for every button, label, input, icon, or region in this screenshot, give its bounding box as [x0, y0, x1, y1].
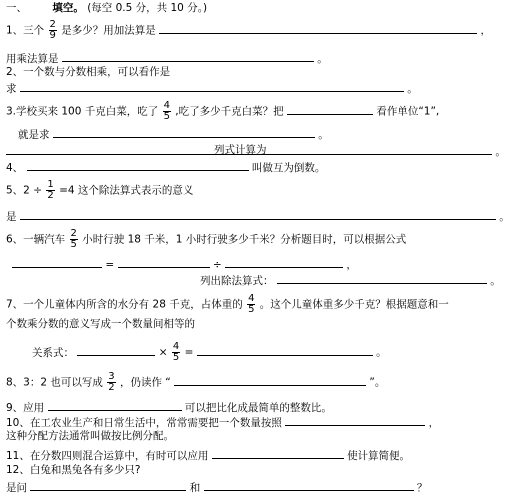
fraction: $\frac{4}{5}$: [163, 100, 170, 122]
q1-text-a: 1、三个: [6, 24, 45, 37]
question-1-line-1: 1、三个 $\frac{2}{9}$ 是多少？用加法算是 ，: [6, 19, 491, 41]
q2-blank[interactable]: [20, 81, 404, 92]
question-4: 4、 叫做互为倒数。: [6, 162, 326, 174]
question-6-line-1: 6、一辆汽车 $\frac{2}{5}$ 小时行驶 18 千米，1 小时行驶多少千米？分析题目时，可以根据公式: [6, 228, 407, 250]
q6-blank-2[interactable]: [118, 257, 210, 268]
question-3-line-1: 3.学校买来 100 千克白菜，吃了 $\frac{4}{5}$ ,吃了多少千克白菜？把 看作单位“1”,: [6, 100, 440, 122]
section-title: 填空。: [52, 2, 84, 14]
section-note: (每空 0.5 分，共 10 分。): [87, 2, 208, 14]
question-10-line-2: 这种分配方法通常叫做按比例分配。: [6, 430, 174, 442]
question-5-line-1: 5、2 ÷ $\frac{1}{2}$ =4 这个除法算式表示的意义: [6, 179, 194, 201]
fraction: $\frac{3}{2}$: [108, 371, 115, 393]
q1-blank-2[interactable]: [62, 51, 314, 62]
q9-blank[interactable]: [48, 400, 182, 411]
q12-blank-2[interactable]: [204, 480, 414, 491]
question-11: 11、在分数四则混合运算中，有时可以应用 使计算简便。: [6, 450, 411, 462]
question-9: 9、应用 可以把比化成最简单的整数比。: [6, 402, 332, 414]
fraction: $\frac{4}{5}$: [248, 293, 255, 315]
q3-blank-2[interactable]: [53, 127, 315, 138]
q6-blank-3[interactable]: [225, 257, 343, 268]
q1-blank-1[interactable]: [159, 23, 477, 34]
fraction: $\frac{2}{5}$: [70, 228, 77, 250]
question-2-line-2: 求 。: [6, 83, 418, 95]
question-3-line-3: 列式计算为: [214, 144, 267, 156]
fraction: $\frac{1}{2}$: [47, 179, 54, 201]
q12-blank-1[interactable]: [30, 480, 186, 491]
q6-blank-1[interactable]: [12, 257, 102, 268]
q5-blank[interactable]: [20, 209, 496, 220]
q1-text-d: 用乘法算是: [6, 53, 59, 65]
question-6-line-2: = ÷ ，: [6, 257, 357, 272]
section-header: [6, 2, 207, 15]
q2-text-a: 2、一个数与分数相乘，可以看作是: [6, 66, 171, 78]
fraction: $\frac{2}{9}$: [49, 19, 56, 41]
question-5-line-2: 是 。: [6, 211, 510, 223]
q1-text-b: 是多少？用加法算是: [61, 24, 156, 37]
question-12-line-1: 12、白兔和黑兔各有多少只?: [6, 464, 141, 476]
q3-blank-3[interactable]: [6, 144, 492, 155]
question-8: 8、3：2 也可以写成 $\frac{3}{2}$ ，仍读作 “ ”。: [6, 371, 386, 393]
q7-blank-2[interactable]: [197, 345, 373, 356]
question-1-line-2: 用乘法算是 。: [6, 53, 328, 65]
q7-blank-1[interactable]: [77, 345, 155, 356]
section-number: 一、: [6, 2, 27, 14]
question-7-line-3: 关系式： × $\frac{4}{5}$ = 。: [32, 341, 387, 363]
question-3-line-2: 就是求 。: [18, 129, 329, 141]
question-10-line-1: 10、在工农业生产和日常生活中，常常需要把一个数量按照 ，: [6, 417, 440, 429]
q11-blank[interactable]: [212, 448, 344, 459]
question-7-line-2: 个数乘分数的意义写成一个数量间相等的: [6, 318, 195, 330]
question-7-line-1: 7、一个儿童体内所含的水分有 28 千克，占体重的 $\frac{4}{5}$ 。这个儿童体重多少千克？根据题意和一: [6, 293, 449, 315]
question-6-line-3: 列出除法算式： 。: [200, 275, 501, 287]
q8-blank[interactable]: [174, 375, 366, 386]
fraction: $\frac{4}{5}$: [172, 341, 180, 363]
q6-blank-4[interactable]: [277, 273, 487, 284]
question-2-line-1: [6, 66, 170, 79]
question-3-line-3-blank: 。: [6, 144, 506, 159]
q10-blank[interactable]: [285, 415, 425, 426]
q4-blank[interactable]: [27, 160, 249, 171]
q3-blank-1[interactable]: [287, 104, 373, 115]
question-12-line-2: 是问 和 ？: [6, 482, 428, 494]
